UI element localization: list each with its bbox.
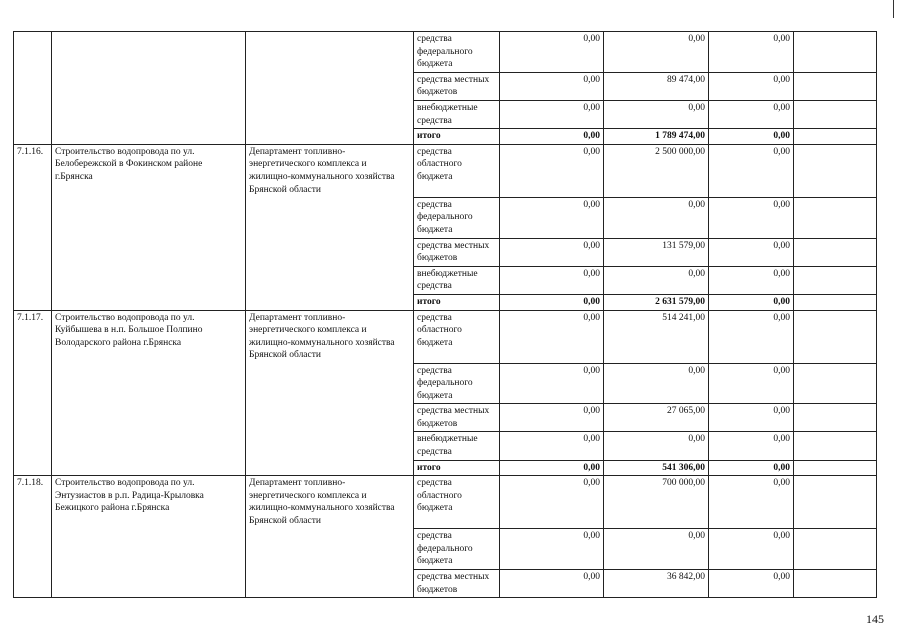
total-label: итого — [414, 129, 500, 145]
project-department: Департамент топливно-энергетического комплекса и жилищно-коммунального хозяйства Брянской области — [246, 310, 414, 476]
code-cell — [14, 32, 52, 145]
scan-edge-mark — [893, 0, 894, 18]
source-cell: средства федерального бюджета — [414, 363, 500, 404]
empty-cell — [794, 310, 877, 363]
value-cell: 0,00 — [709, 32, 794, 73]
value-cell: 700 000,00 — [604, 476, 709, 529]
value-cell: 0,00 — [500, 144, 604, 197]
table-row — [14, 310, 877, 363]
budget-table — [13, 31, 877, 598]
empty-cell — [794, 100, 877, 128]
value-cell: 0,00 — [604, 363, 709, 404]
table-row — [14, 32, 877, 73]
source-cell: средства местных бюджетов — [414, 570, 500, 598]
value-cell: 0,00 — [500, 310, 604, 363]
total-value: 0,00 — [500, 294, 604, 310]
source-cell: внебюджетные средства — [414, 100, 500, 128]
value-cell: 0,00 — [604, 100, 709, 128]
value-cell: 0,00 — [709, 363, 794, 404]
project-code: 7.1.16. — [14, 144, 52, 310]
value-cell: 0,00 — [709, 529, 794, 570]
name-cell — [52, 32, 246, 145]
value-cell: 89 474,00 — [604, 72, 709, 100]
total-value: 0,00 — [500, 460, 604, 476]
total-value: 1 789 474,00 — [604, 129, 709, 145]
empty-cell — [794, 266, 877, 294]
project-code: 7.1.18. — [14, 476, 52, 598]
source-cell: средства местных бюджетов — [414, 72, 500, 100]
value-cell: 0,00 — [709, 310, 794, 363]
value-cell: 2 500 000,00 — [604, 144, 709, 197]
empty-cell — [794, 529, 877, 570]
value-cell: 0,00 — [500, 266, 604, 294]
value-cell: 0,00 — [604, 529, 709, 570]
department-cell — [246, 32, 414, 145]
value-cell: 0,00 — [500, 432, 604, 460]
project-department: Департамент топливно-энергетического комплекса и жилищно-коммунального хозяйства Брянской области — [246, 144, 414, 310]
empty-cell — [794, 476, 877, 529]
table-row — [14, 476, 877, 529]
value-cell: 0,00 — [709, 570, 794, 598]
value-cell: 36 842,00 — [604, 570, 709, 598]
value-cell: 0,00 — [500, 476, 604, 529]
total-value: 2 631 579,00 — [604, 294, 709, 310]
project-name: Строительство водопровода по ул. Куйбышева в н.п. Большое Полпино Володарского района г.Брянска — [52, 310, 246, 476]
value-cell: 0,00 — [709, 238, 794, 266]
total-label: итого — [414, 460, 500, 476]
value-cell: 0,00 — [709, 144, 794, 197]
source-cell: средства местных бюджетов — [414, 238, 500, 266]
value-cell: 0,00 — [604, 197, 709, 238]
empty-cell — [794, 197, 877, 238]
source-cell: средства федерального бюджета — [414, 197, 500, 238]
value-cell: 0,00 — [604, 32, 709, 73]
value-cell: 0,00 — [709, 197, 794, 238]
empty-cell — [794, 129, 877, 145]
empty-cell — [794, 294, 877, 310]
source-cell: средства областного бюджета — [414, 476, 500, 529]
value-cell: 27 065,00 — [604, 404, 709, 432]
empty-cell — [794, 460, 877, 476]
total-value: 541 306,00 — [604, 460, 709, 476]
source-cell: средства областного бюджета — [414, 144, 500, 197]
value-cell: 0,00 — [709, 100, 794, 128]
value-cell: 0,00 — [500, 72, 604, 100]
value-cell: 0,00 — [709, 404, 794, 432]
value-cell: 0,00 — [500, 197, 604, 238]
value-cell: 0,00 — [604, 266, 709, 294]
value-cell: 0,00 — [709, 72, 794, 100]
source-cell: внебюджетные средства — [414, 266, 500, 294]
project-name: Строительство водопровода по ул. Энтузиастов в р.п. Радица-Крыловка Бежицкого района г.Брянска — [52, 476, 246, 598]
value-cell: 0,00 — [500, 100, 604, 128]
project-name: Строительство водопровода по ул. Белобережской в Фокинском районе г.Брянска — [52, 144, 246, 310]
value-cell: 131 579,00 — [604, 238, 709, 266]
value-cell: 0,00 — [709, 432, 794, 460]
page-number: 145 — [866, 612, 884, 626]
value-cell: 0,00 — [709, 476, 794, 529]
project-code: 7.1.17. — [14, 310, 52, 476]
value-cell: 0,00 — [500, 529, 604, 570]
total-value: 0,00 — [709, 129, 794, 145]
value-cell: 0,00 — [604, 432, 709, 460]
value-cell: 0,00 — [500, 238, 604, 266]
empty-cell — [794, 32, 877, 73]
total-value: 0,00 — [709, 460, 794, 476]
source-cell: средства федерального бюджета — [414, 529, 500, 570]
empty-cell — [794, 238, 877, 266]
total-value: 0,00 — [709, 294, 794, 310]
empty-cell — [794, 570, 877, 598]
value-cell: 0,00 — [500, 570, 604, 598]
empty-cell — [794, 363, 877, 404]
value-cell: 0,00 — [500, 363, 604, 404]
source-cell: средства местных бюджетов — [414, 404, 500, 432]
source-cell: средства областного бюджета — [414, 310, 500, 363]
total-label: итого — [414, 294, 500, 310]
source-cell: средства федерального бюджета — [414, 32, 500, 73]
table-row — [14, 144, 877, 197]
empty-cell — [794, 72, 877, 100]
value-cell: 0,00 — [500, 404, 604, 432]
total-value: 0,00 — [500, 129, 604, 145]
source-cell: внебюджетные средства — [414, 432, 500, 460]
empty-cell — [794, 404, 877, 432]
project-department: Департамент топливно-энергетического комплекса и жилищно-коммунального хозяйства Брянской области — [246, 476, 414, 598]
empty-cell — [794, 144, 877, 197]
value-cell: 514 241,00 — [604, 310, 709, 363]
value-cell: 0,00 — [500, 32, 604, 73]
value-cell: 0,00 — [709, 266, 794, 294]
empty-cell — [794, 432, 877, 460]
